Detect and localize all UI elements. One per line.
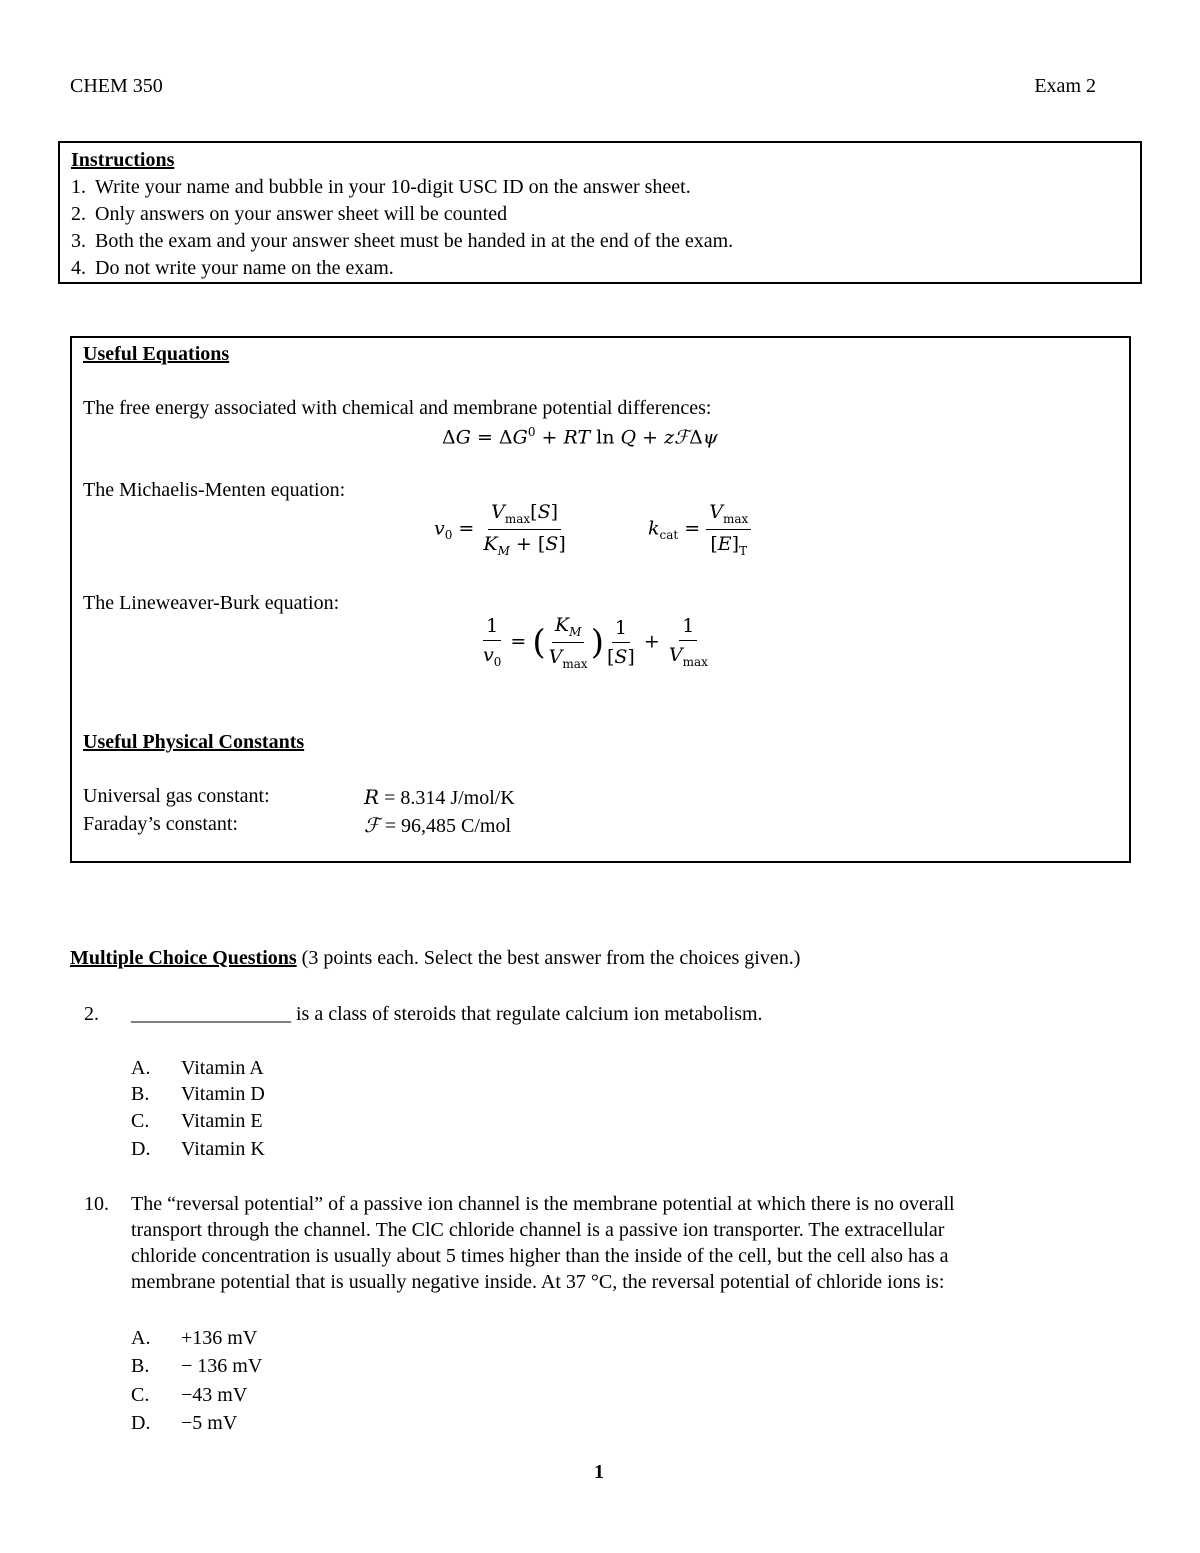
constant-value xyxy=(364,813,511,838)
instruction-num: 4. xyxy=(71,257,86,279)
choice-letter: C. xyxy=(131,1110,150,1132)
choice-letter: C. xyxy=(131,1384,150,1406)
mcq-subtitle: (3 points each. Select the best answer from the choices given.) xyxy=(301,947,801,969)
choice-item xyxy=(131,1057,264,1080)
choice-item xyxy=(131,1384,247,1407)
michaelis-menten-label: The Michaelis-Menten equation: xyxy=(83,479,346,501)
mcq-heading xyxy=(70,947,800,970)
kcat-equation: $k_{cat}$ = $\frac{V_{max}}{[E]_T}$ xyxy=(648,501,751,558)
constant-value xyxy=(364,785,515,810)
question-text xyxy=(131,1003,763,1026)
question-line: membrane potential that is usually negative inside. At 37 °C, the reversal potential of chloride ions is: xyxy=(131,1271,945,1293)
choice-letter: D. xyxy=(131,1412,151,1434)
choice-text: − 136 mV xyxy=(181,1355,263,1377)
choice-text: +136 mV xyxy=(181,1327,258,1349)
question-line: chloride concentration is usually about 5 times higher than the inside of the cell, but the cell also has a xyxy=(131,1245,949,1267)
mcq-title: Multiple Choice Questions xyxy=(70,947,297,969)
choice-text: Vitamin E xyxy=(181,1110,263,1132)
choice-text: Vitamin A xyxy=(181,1057,264,1079)
choice-item xyxy=(131,1083,265,1106)
instruction-num: 3. xyxy=(71,230,86,252)
lineweaver-burk-label: The Lineweaver-Burk equation: xyxy=(83,592,340,614)
free-energy-equation: $\Delta G = \Delta G^0$ + RT ln Q + zℱΔψ xyxy=(442,425,718,449)
constant-symbol: ℱ xyxy=(364,813,380,837)
constant-symbol: R xyxy=(364,785,380,809)
instruction-text: Do not write your name on the exam. xyxy=(95,257,394,279)
choice-text: −5 mV xyxy=(181,1412,238,1434)
constant-value-text: = 8.314 J/mol/K xyxy=(384,787,515,809)
instruction-text: Both the exam and your answer sheet must be handed in at the end of the exam. xyxy=(95,230,734,252)
choice-item xyxy=(131,1412,237,1435)
question-stem: is a class of steroids that regulate calcium ion metabolism. xyxy=(296,1003,763,1025)
question-line: transport through the channel. The ClC chloride channel is a passive ion transporter. The extracellular xyxy=(131,1219,945,1241)
instruction-item xyxy=(71,176,691,199)
free-energy-label: The free energy associated with chemical and membrane potential differences: xyxy=(83,397,712,419)
choice-item xyxy=(131,1138,265,1161)
choice-item xyxy=(131,1327,257,1350)
equations-title: Useful Equations xyxy=(83,343,230,365)
exam-title: Exam 2 xyxy=(1034,75,1096,97)
instruction-num: 1. xyxy=(71,176,86,198)
answer-blank: ________________ xyxy=(131,1003,291,1025)
constant-label: Universal gas constant: xyxy=(83,785,270,807)
choice-text: −43 mV xyxy=(181,1384,248,1406)
lineweaver-burk-equation: $\frac{1}{v_0}$ = ( $\frac{K_M}{V_{max}}$ ) $\frac{1}{[S]}$ + $\frac{1}{V_{max}}$ xyxy=(483,614,708,671)
question-number: 2. xyxy=(84,1003,99,1025)
choice-letter: A. xyxy=(131,1327,151,1349)
page-number: 1 xyxy=(594,1461,604,1483)
choice-letter: A. xyxy=(131,1057,151,1079)
instruction-text: Write your name and bubble in your 10-digit USC ID on the answer sheet. xyxy=(95,176,691,198)
constant-value-text: = 96,485 C/mol xyxy=(384,815,512,837)
instruction-num: 2. xyxy=(71,203,86,225)
choice-text: Vitamin D xyxy=(181,1083,265,1105)
question-line: The “reversal potential” of a passive ion channel is the membrane potential at which there is no overall xyxy=(131,1193,955,1215)
choice-letter: B. xyxy=(131,1355,150,1377)
choice-letter: D. xyxy=(131,1138,151,1160)
question-number: 10. xyxy=(84,1193,109,1215)
constant-label: Faraday’s constant: xyxy=(83,813,238,835)
instruction-item xyxy=(71,203,507,226)
instructions-title: Instructions xyxy=(71,149,175,171)
choice-item xyxy=(131,1355,262,1378)
instructions-box xyxy=(58,141,1142,284)
instruction-item xyxy=(71,257,394,280)
constants-title: Useful Physical Constants xyxy=(83,731,305,753)
instruction-item xyxy=(71,230,733,253)
instruction-text: Only answers on your answer sheet will be counted xyxy=(95,203,508,225)
choice-text: Vitamin K xyxy=(181,1138,265,1160)
michaelis-menten-equation: $v_0$ = $\frac{V_{max}[S]}{K_M + [S]}$ xyxy=(434,501,566,558)
choice-item xyxy=(131,1110,263,1133)
choice-letter: B. xyxy=(131,1083,150,1105)
course-title: CHEM 350 xyxy=(70,75,163,97)
equations-box xyxy=(70,336,1131,863)
